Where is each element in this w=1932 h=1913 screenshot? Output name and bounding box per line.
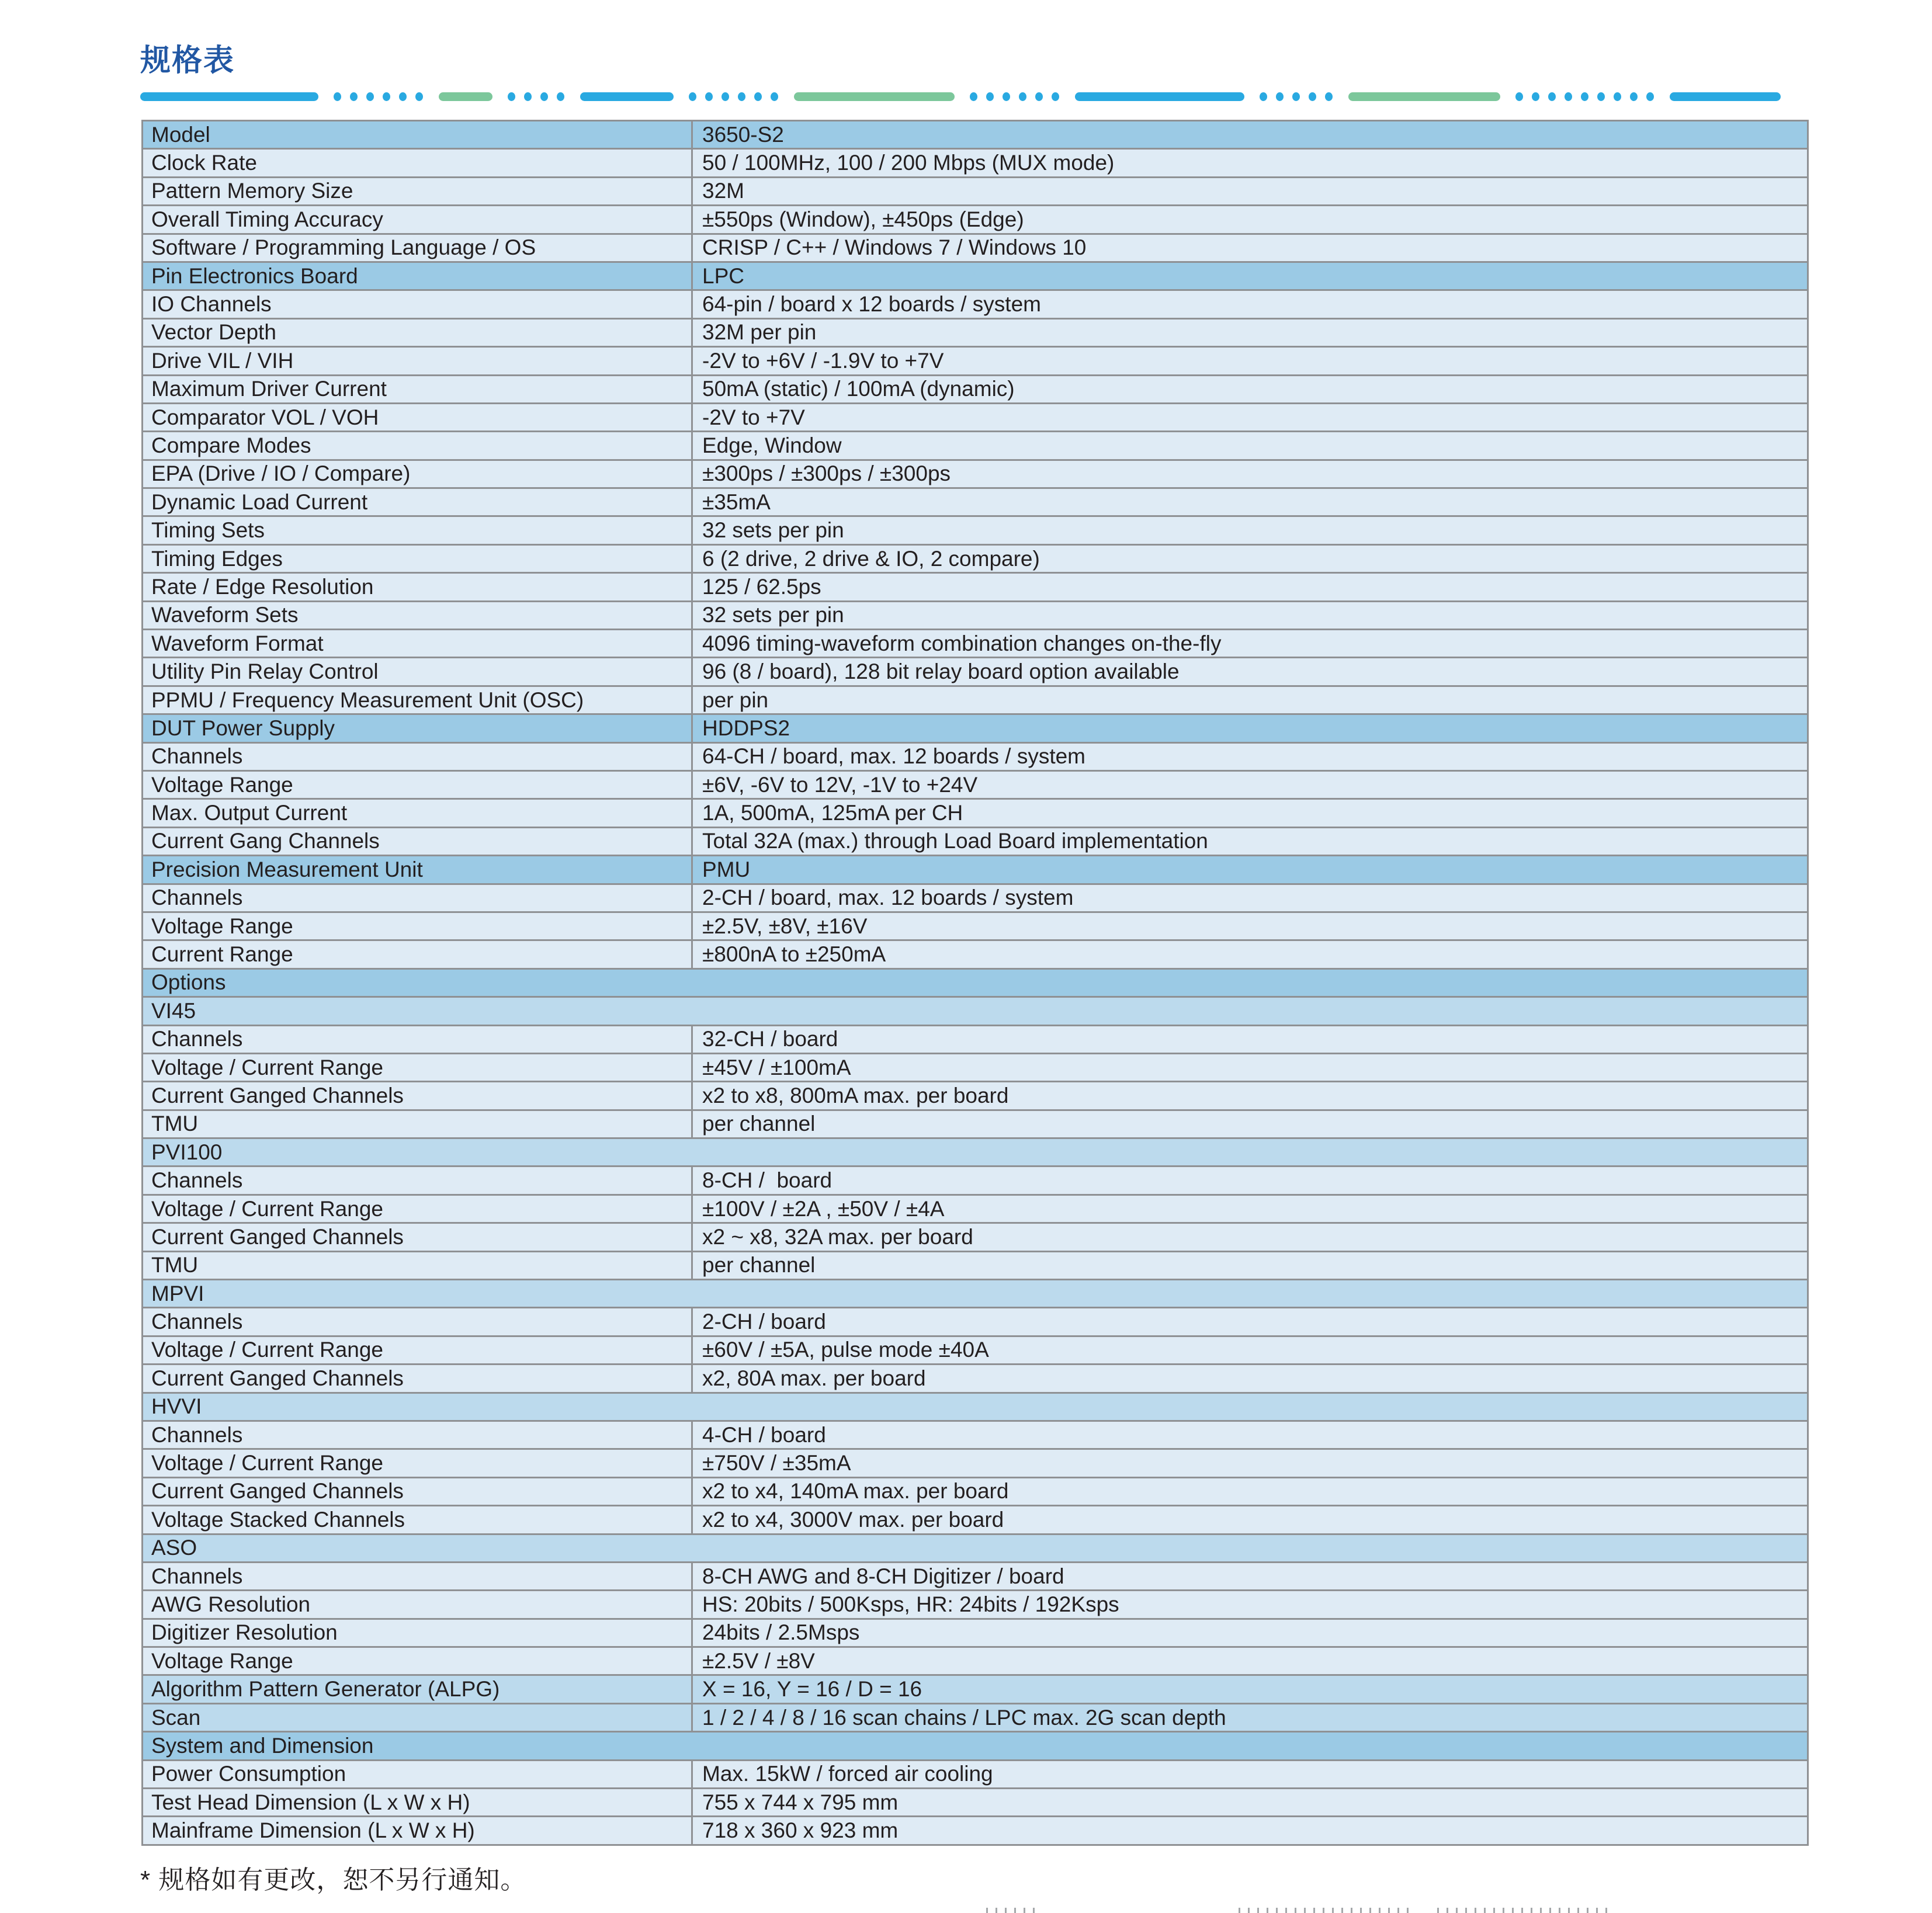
table-row (143, 375, 1808, 403)
spec-value-cell: 32M per pin (692, 318, 1808, 346)
table-row (143, 149, 1808, 177)
spec-name-cell: Current Range (143, 940, 692, 968)
table-row (143, 234, 1808, 262)
spec-name-cell: Current Ganged Channels (143, 1365, 692, 1393)
spec-name-cell: Model (143, 121, 692, 149)
table-row (143, 516, 1808, 544)
spec-value-cell: ±60V / ±5A, pulse mode ±40A (692, 1336, 1808, 1364)
divider-dot (1548, 92, 1556, 101)
spec-value-cell: 3650-S2 (692, 121, 1808, 149)
table-section-header-row (143, 714, 1808, 742)
divider-dot (399, 92, 407, 101)
spec-name-cell: System and Dimension (143, 1732, 1808, 1760)
spec-name-cell: Current Ganged Channels (143, 1082, 692, 1110)
spec-name-cell: Clock Rate (143, 149, 692, 177)
cutoff-text-fragment (1239, 1908, 1414, 1913)
spec-name-cell: TMU (143, 1110, 692, 1138)
table-row (143, 884, 1808, 912)
divider-bar (580, 92, 674, 101)
table-row (143, 1082, 1808, 1110)
table-row (143, 912, 1808, 940)
spec-value-cell: 2-CH / board, max. 12 boards / system (692, 884, 1808, 912)
divider-dot (1309, 92, 1316, 101)
table-row (143, 1308, 1808, 1336)
spec-name-cell: PVI100 (143, 1138, 1808, 1166)
table-row (143, 1647, 1808, 1675)
spec-value-cell: 8-CH AWG and 8-CH Digitizer / board (692, 1562, 1808, 1590)
table-subheader-row (143, 997, 1808, 1025)
divider-bar (140, 92, 318, 101)
divider-dot (970, 92, 977, 101)
divider-dot (1646, 92, 1654, 101)
table-row (143, 658, 1808, 686)
spec-value-cell: ±45V / ±100mA (692, 1053, 1808, 1081)
spec-value-cell: ±2.5V / ±8V (692, 1647, 1808, 1675)
spec-value-cell: 2-CH / board (692, 1308, 1808, 1336)
divider-dot (1565, 92, 1572, 101)
table-row (143, 1166, 1808, 1195)
spec-name-cell: Max. Output Current (143, 799, 692, 827)
spec-name-cell: Drive VIL / VIH (143, 347, 692, 375)
spec-name-cell: Voltage / Current Range (143, 1053, 692, 1081)
spec-value-cell: 4-CH / board (692, 1421, 1808, 1449)
table-section-header-row (143, 968, 1808, 997)
spec-value-cell: 1A, 500mA, 125mA per CH (692, 799, 1808, 827)
divider-dot (1276, 92, 1284, 101)
spec-value-cell: 32 sets per pin (692, 516, 1808, 544)
spec-value-cell: ±35mA (692, 488, 1808, 516)
spec-value-cell: X = 16, Y = 16 / D = 16 (692, 1675, 1808, 1703)
spec-value-cell: 50mA (static) / 100mA (dynamic) (692, 375, 1808, 403)
table-row (143, 1421, 1808, 1449)
spec-value-cell: per pin (692, 686, 1808, 714)
spec-value-cell: Edge, Window (692, 432, 1808, 460)
table-row (143, 1477, 1808, 1505)
spec-name-cell: Timing Sets (143, 516, 692, 544)
spec-name-cell: Vector Depth (143, 318, 692, 346)
divider-dot-group (334, 92, 432, 101)
spec-value-cell: x2, 80A max. per board (692, 1365, 1808, 1393)
spec-name-cell: Software / Programming Language / OS (143, 234, 692, 262)
spec-name-cell: Mainframe Dimension (L x W x H) (143, 1817, 692, 1845)
table-row (143, 1789, 1808, 1817)
spec-value-cell: 96 (8 / board), 128 bit relay board option available (692, 658, 1808, 686)
divider-dot-group (508, 92, 573, 101)
spec-value-cell: ±300ps / ±300ps / ±300ps (692, 460, 1808, 488)
spec-name-cell: Test Head Dimension (L x W x H) (143, 1789, 692, 1817)
spec-value-cell: HDDPS2 (692, 714, 1808, 742)
spec-value-cell: 32M (692, 177, 1808, 205)
table-row (143, 290, 1808, 318)
spec-name-cell: Voltage Stacked Channels (143, 1506, 692, 1534)
divider-dot (1292, 92, 1300, 101)
spec-value-cell: PMU (692, 856, 1808, 884)
spec-name-cell: Digitizer Resolution (143, 1619, 692, 1647)
divider-dot-group (689, 92, 787, 101)
divider-dot (1597, 92, 1605, 101)
spec-value-cell: x2 to x8, 800mA max. per board (692, 1082, 1808, 1110)
table-subheader-row (143, 1393, 1808, 1421)
table-row (143, 1223, 1808, 1251)
table-row (143, 573, 1808, 601)
spec-name-cell: IO Channels (143, 290, 692, 318)
spec-name-cell: TMU (143, 1251, 692, 1279)
table-section-header-row (143, 121, 1808, 149)
spec-value-cell: 1 / 2 / 4 / 8 / 16 scan chains / LPC max. 2G scan depth (692, 1703, 1808, 1731)
spec-name-cell: Channels (143, 742, 692, 770)
spec-name-cell: Rate / Edge Resolution (143, 573, 692, 601)
table-row (143, 347, 1808, 375)
cutoff-text-fragment (1437, 1908, 1612, 1913)
spec-value-cell: HS: 20bits / 500Ksps, HR: 24bits / 192Ksps (692, 1591, 1808, 1619)
spec-value-cell: 6 (2 drive, 2 drive & IO, 2 compare) (692, 544, 1808, 572)
table-row (143, 601, 1808, 629)
divider-dot (1019, 92, 1026, 101)
spec-name-cell: VI45 (143, 997, 1808, 1025)
divider-dot (557, 92, 564, 101)
spec-value-cell: 4096 timing-waveform combination changes on-the-fly (692, 630, 1808, 658)
spec-name-cell: Utility Pin Relay Control (143, 658, 692, 686)
divider-dot (1052, 92, 1059, 101)
table-row (143, 1195, 1808, 1223)
spec-name-cell: Waveform Sets (143, 601, 692, 629)
spec-name-cell: Waveform Format (143, 630, 692, 658)
spec-name-cell: EPA (Drive / IO / Compare) (143, 460, 692, 488)
spec-value-cell: LPC (692, 262, 1808, 290)
spec-value-cell: x2 to x4, 3000V max. per board (692, 1506, 1808, 1534)
spec-value-cell: ±800nA to ±250mA (692, 940, 1808, 968)
spec-name-cell: ASO (143, 1534, 1808, 1562)
table-row (143, 488, 1808, 516)
divider-dot-group (1515, 92, 1663, 101)
table-row (143, 206, 1808, 234)
spec-name-cell: Voltage / Current Range (143, 1449, 692, 1477)
spec-value-cell: 50 / 100MHz, 100 / 200 Mbps (MUX mode) (692, 149, 1808, 177)
spec-name-cell: Voltage Range (143, 912, 692, 940)
spec-change-footnote: * 规格如有更改，恕不另行通知。 (140, 1866, 527, 1894)
table-row (143, 1449, 1808, 1477)
table-row (143, 460, 1808, 488)
table-row (143, 1760, 1808, 1788)
spec-name-cell: Scan (143, 1703, 692, 1731)
table-row (143, 940, 1808, 968)
spec-name-cell: Pattern Memory Size (143, 177, 692, 205)
divider-dot (705, 92, 713, 101)
spec-name-cell: Maximum Driver Current (143, 375, 692, 403)
spec-name-cell: Timing Edges (143, 544, 692, 572)
table-section-header-row (143, 856, 1808, 884)
table-row (143, 432, 1808, 460)
cutoff-text-fragment (986, 1908, 1039, 1913)
spec-name-cell: Algorithm Pattern Generator (ALPG) (143, 1675, 692, 1703)
table-subheader-row (143, 1675, 1808, 1703)
table-row (143, 742, 1808, 770)
divider-dot (1325, 92, 1333, 101)
divider-dot (689, 92, 696, 101)
divider-dot (1532, 92, 1539, 101)
table-row (143, 630, 1808, 658)
table-row (143, 318, 1808, 346)
spec-value-cell: ±2.5V, ±8V, ±16V (692, 912, 1808, 940)
table-subheader-row (143, 1138, 1808, 1166)
spec-value-cell: ±6V, -6V to 12V, -1V to +24V (692, 770, 1808, 798)
spec-value-cell: 64-pin / board x 12 boards / system (692, 290, 1808, 318)
divider-dot (540, 92, 548, 101)
spec-name-cell: HVVI (143, 1393, 1808, 1421)
divider-dot (986, 92, 994, 101)
table-row (143, 177, 1808, 205)
spec-name-cell: Channels (143, 1421, 692, 1449)
table-row (143, 1251, 1808, 1279)
table-section-header-row (143, 1732, 1808, 1760)
spec-value-cell: 24bits / 2.5Msps (692, 1619, 1808, 1647)
spec-name-cell: Dynamic Load Current (143, 488, 692, 516)
table-row (143, 686, 1808, 714)
spec-value-cell: x2 to x4, 140mA max. per board (692, 1477, 1808, 1505)
divider-bar (794, 92, 955, 101)
divider-bar (1670, 92, 1781, 101)
divider-dot (334, 92, 341, 101)
divider-dot (738, 92, 745, 101)
table-row (143, 1053, 1808, 1081)
spec-value-cell: 8-CH / board (692, 1166, 1808, 1195)
spec-name-cell: Channels (143, 1025, 692, 1053)
divider-dot (524, 92, 532, 101)
spec-value-cell: 64-CH / board, max. 12 boards / system (692, 742, 1808, 770)
spec-value-cell: per channel (692, 1251, 1808, 1279)
spec-name-cell: Power Consumption (143, 1760, 692, 1788)
table-row (143, 1336, 1808, 1364)
table-row (143, 1025, 1808, 1053)
divider-dot (1515, 92, 1523, 101)
table-subheader-row (143, 1534, 1808, 1562)
table-subheader-row (143, 1280, 1808, 1308)
spec-name-cell: Options (143, 968, 1808, 997)
table-row (143, 827, 1808, 855)
divider-dot (1630, 92, 1638, 101)
table-row (143, 1817, 1808, 1845)
divider-dot-group (1260, 92, 1341, 101)
decorative-divider (140, 92, 1834, 101)
spec-table-body (143, 121, 1808, 1845)
spec-value-cell: -2V to +7V (692, 403, 1808, 431)
divider-dot (1035, 92, 1043, 101)
table-row (143, 1562, 1808, 1590)
spec-value-cell: Max. 15kW / forced air cooling (692, 1760, 1808, 1788)
divider-dot-group (970, 92, 1068, 101)
spec-table (141, 120, 1809, 1846)
divider-dot (366, 92, 374, 101)
spec-name-cell: Current Gang Channels (143, 827, 692, 855)
spec-name-cell: AWG Resolution (143, 1591, 692, 1619)
spec-name-cell: Voltage Range (143, 770, 692, 798)
spec-value-cell: 755 x 744 x 795 mm (692, 1789, 1808, 1817)
spec-name-cell: Channels (143, 1308, 692, 1336)
divider-dot (1614, 92, 1621, 101)
divider-bar (439, 92, 492, 101)
spec-value-cell: Total 32A (max.) through Load Board implementation (692, 827, 1808, 855)
page-title: 规格表 (140, 44, 235, 78)
spec-value-cell: per channel (692, 1110, 1808, 1138)
divider-dot (1260, 92, 1267, 101)
divider-bar (1348, 92, 1500, 101)
table-row (143, 1591, 1808, 1619)
divider-dot (350, 92, 358, 101)
spec-value-cell: x2 ~ x8, 32A max. per board (692, 1223, 1808, 1251)
divider-dot (415, 92, 423, 101)
spec-name-cell: Voltage / Current Range (143, 1336, 692, 1364)
spec-value-cell: 718 x 360 x 923 mm (692, 1817, 1808, 1845)
divider-dot (754, 92, 762, 101)
spec-name-cell: Channels (143, 884, 692, 912)
table-row (143, 1506, 1808, 1534)
spec-value-cell: CRISP / C++ / Windows 7 / Windows 10 (692, 234, 1808, 262)
table-row (143, 544, 1808, 572)
spec-value-cell: 125 / 62.5ps (692, 573, 1808, 601)
spec-name-cell: Voltage Range (143, 1647, 692, 1675)
spec-value-cell: ±100V / ±2A , ±50V / ±4A (692, 1195, 1808, 1223)
table-row (143, 1365, 1808, 1393)
spec-name-cell: Channels (143, 1166, 692, 1195)
spec-name-cell: DUT Power Supply (143, 714, 692, 742)
spec-name-cell: MPVI (143, 1280, 1808, 1308)
spec-name-cell: Voltage / Current Range (143, 1195, 692, 1223)
spec-name-cell: Pin Electronics Board (143, 262, 692, 290)
table-row (143, 403, 1808, 431)
spec-name-cell: PPMU / Frequency Measurement Unit (OSC) (143, 686, 692, 714)
table-row (143, 799, 1808, 827)
divider-dot (722, 92, 729, 101)
spec-name-cell: Current Ganged Channels (143, 1223, 692, 1251)
spec-value-cell: ±750V / ±35mA (692, 1449, 1808, 1477)
spec-name-cell: Comparator VOL / VOH (143, 403, 692, 431)
spec-value-cell: 32-CH / board (692, 1025, 1808, 1053)
divider-dot (383, 92, 390, 101)
table-row (143, 770, 1808, 798)
spec-name-cell: Current Ganged Channels (143, 1477, 692, 1505)
spec-value-cell: 32 sets per pin (692, 601, 1808, 629)
divider-dot (1003, 92, 1010, 101)
table-row (143, 1619, 1808, 1647)
table-section-header-row (143, 262, 1808, 290)
divider-dot (1581, 92, 1588, 101)
spec-name-cell: Compare Modes (143, 432, 692, 460)
table-subheader-row (143, 1703, 1808, 1731)
spec-name-cell: Channels (143, 1562, 692, 1590)
divider-bar (1075, 92, 1244, 101)
table-row (143, 1110, 1808, 1138)
spec-name-cell: Overall Timing Accuracy (143, 206, 692, 234)
spec-name-cell: Precision Measurement Unit (143, 856, 692, 884)
spec-value-cell: -2V to +6V / -1.9V to +7V (692, 347, 1808, 375)
divider-dot (771, 92, 778, 101)
spec-value-cell: ±550ps (Window), ±450ps (Edge) (692, 206, 1808, 234)
divider-dot (508, 92, 515, 101)
